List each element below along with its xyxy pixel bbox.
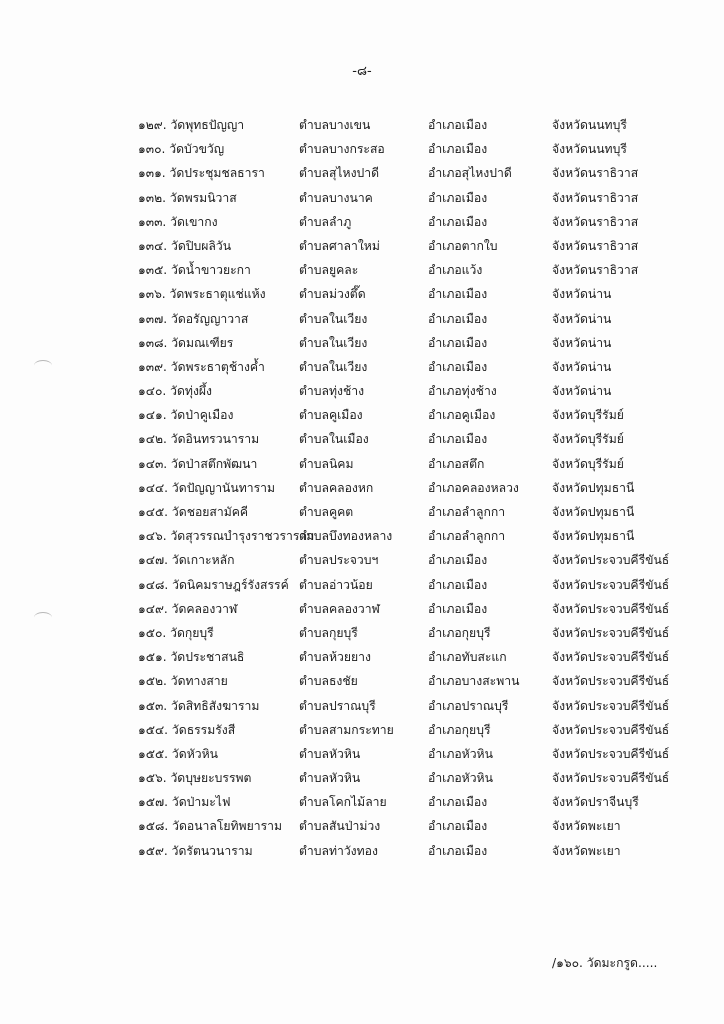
district-name: อำเภอเมือง — [428, 819, 488, 834]
district-name: อำเภอเมือง — [428, 432, 488, 447]
district-name: อำเภอเมือง — [428, 142, 488, 157]
district-name: อำเภอปราณบุรี — [428, 698, 509, 713]
list-item — [0, 718, 724, 742]
temple-name: ๑๕๕. วัดหัวหิน — [138, 746, 218, 761]
district-name: อำเภอกุยบุรี — [428, 722, 491, 737]
province-name: จังหวัดประจวบคีรีขันธ์ — [552, 650, 670, 665]
list-item — [0, 669, 724, 693]
district-name: อำเภอเมือง — [428, 843, 488, 858]
province-name: จังหวัดนราธิวาส — [552, 238, 639, 253]
province-name: จังหวัดน่าน — [552, 287, 612, 302]
subdistrict-name: ตำบลในเวียง — [299, 359, 368, 374]
temple-name: ๑๓๘. วัดมณเฑียร — [138, 335, 234, 350]
temple-name: ๑๓๗. วัดอรัญญาวาส — [138, 311, 249, 326]
province-name: จังหวัดประจวบคีรีขันธ์ — [552, 577, 670, 592]
temple-name: ๑๔๗. วัดเกาะหลัก — [138, 553, 235, 568]
list-item — [0, 548, 724, 572]
district-name: อำเภอกุยบุรี — [428, 625, 491, 640]
province-name: จังหวัดปราจีนบุรี — [552, 795, 639, 810]
province-name: จังหวัดนราธิวาส — [552, 166, 639, 181]
district-name: อำเภอคลองหลวง — [428, 480, 519, 495]
province-name: จังหวัดประจวบคีรีขันธ์ — [552, 625, 670, 640]
district-name: อำเภอเมือง — [428, 335, 488, 350]
list-item — [0, 307, 724, 331]
temple-name: ๑๕๙. วัดรัตนวนาราม — [138, 843, 253, 858]
subdistrict-name: ตำบลทุ่งช้าง — [299, 384, 365, 399]
province-name: จังหวัดประจวบคีรีขันธ์ — [552, 601, 670, 616]
subdistrict-name: ตำบลสุไหงปาดี — [299, 166, 380, 181]
page-number: -๘- — [352, 64, 372, 79]
subdistrict-name: ตำบลโคกไม้ลาย — [299, 795, 387, 810]
list-item — [0, 524, 724, 548]
province-name: จังหวัดบุรีรัมย์ — [552, 432, 624, 447]
province-name: จังหวัดประจวบคีรีขันธ์ — [552, 698, 670, 713]
list-item — [0, 186, 724, 210]
province-name: จังหวัดนราธิวาส — [552, 214, 639, 229]
temple-name: ๑๓๙. วัดพระธาตุช้างค้ำ — [138, 359, 265, 374]
district-name: อำเภอเมือง — [428, 795, 488, 810]
province-name: จังหวัดนราธิวาส — [552, 190, 639, 205]
temple-name: ๑๓๑. วัดประชุมชลธารา — [138, 166, 265, 181]
district-name: อำเภอเมือง — [428, 190, 488, 205]
province-name: จังหวัดน่าน — [552, 359, 612, 374]
list-item — [0, 814, 724, 838]
subdistrict-name: ตำบลบางกระสอ — [299, 142, 385, 157]
subdistrict-name: ตำบลบางนาค — [299, 190, 373, 205]
subdistrict-name: ตำบลอ่าวน้อย — [299, 577, 373, 592]
district-name: อำเภอเมือง — [428, 577, 488, 592]
district-name: อำเภอสุไหงปาดี — [428, 166, 512, 181]
province-name: จังหวัดประจวบคีรีขันธ์ — [552, 553, 670, 568]
list-item — [0, 427, 724, 451]
temple-name: ๑๒๙. วัดพุทธปัญญา — [138, 118, 245, 132]
temple-name: ๑๔๐. วัดทุ่งผึ้ง — [138, 384, 212, 399]
temple-name: ๑๓๓. วัดเขากง — [138, 214, 218, 229]
subdistrict-name: ตำบลสันป่าม่วง — [299, 819, 381, 834]
list-item — [0, 694, 724, 718]
temple-name: ๑๓๕. วัดน้ำขาวยะกา — [138, 263, 251, 278]
district-name: อำเภอเมือง — [428, 287, 488, 302]
subdistrict-name: ตำบลปราณบุรี — [299, 698, 376, 713]
list-item — [0, 210, 724, 234]
province-name: จังหวัดพะเยา — [552, 843, 621, 858]
temple-name: ๑๓๔. วัดปิบผลิวัน — [138, 238, 232, 253]
district-name: อำเภอหัวหิน — [428, 746, 493, 761]
temple-name: ๑๔๓. วัดป่าสตึกพัฒนา — [138, 456, 258, 471]
temple-name: ๑๔๖. วัดสุวรรณบำรุงราชวราราม — [138, 529, 315, 544]
subdistrict-name: ตำบลในเวียง — [299, 335, 368, 350]
province-name: จังหวัดประจวบคีรีขันธ์ — [552, 722, 670, 737]
subdistrict-name: ตำบลสามกระทาย — [299, 722, 394, 737]
province-name: จังหวัดนนทบุรี — [552, 142, 627, 157]
district-name: อำเภอหัวหิน — [428, 771, 493, 786]
temple-list — [0, 113, 724, 863]
subdistrict-name: ตำบลห้วยยาง — [299, 650, 371, 665]
list-item — [0, 282, 724, 306]
subdistrict-name: ตำบลศาลาใหม่ — [299, 238, 380, 253]
list-item — [0, 742, 724, 766]
district-name: อำเภอลำลูกกา — [428, 529, 506, 544]
subdistrict-name: ตำบลในเมือง — [299, 432, 369, 447]
province-name: จังหวัดบุรีรัมย์ — [552, 408, 624, 423]
temple-name: ๑๕๐. วัดกุยบุรี — [138, 625, 214, 640]
subdistrict-name: ตำบลคลองหก — [299, 480, 374, 495]
temple-name: ๑๕๒. วัดทางสาย — [138, 674, 228, 689]
list-item — [0, 355, 724, 379]
list-item — [0, 234, 724, 258]
list-item — [0, 476, 724, 500]
list-item — [0, 379, 724, 403]
list-item — [0, 573, 724, 597]
list-item — [0, 331, 724, 355]
temple-name: ๑๕๓. วัดสิทธิสังฆาราม — [138, 698, 260, 713]
temple-name: ๑๕๖. วัดบุษยะบรรพต — [138, 771, 252, 786]
subdistrict-name: ตำบลกุยบุรี — [299, 625, 358, 640]
district-name: อำเภอเมือง — [428, 118, 488, 132]
temple-name: ๑๔๒. วัดอินทรวนาราม — [138, 432, 260, 447]
province-name: จังหวัดประจวบคีรีขันธ์ — [552, 771, 670, 786]
temple-name: ๑๔๑. วัดป่าคูเมือง — [138, 408, 234, 423]
subdistrict-name: ตำบลนิคม — [299, 456, 354, 471]
district-name: อำเภอทับสะแก — [428, 650, 507, 665]
list-item — [0, 500, 724, 524]
list-item — [0, 258, 724, 282]
province-name: จังหวัดน่าน — [552, 335, 612, 350]
province-name: จังหวัดนราธิวาส — [552, 263, 639, 278]
list-item — [0, 621, 724, 645]
province-name: จังหวัดประจวบคีรีขันธ์ — [552, 746, 670, 761]
province-name: จังหวัดปทุมธานี — [552, 505, 635, 519]
subdistrict-name: ตำบลหัวหิน — [299, 771, 361, 786]
list-item — [0, 645, 724, 669]
temple-name: ๑๓๒. วัดพรมนิวาส — [138, 190, 237, 205]
province-name: จังหวัดประจวบคีรีขันธ์ — [552, 674, 670, 689]
district-name: อำเภอเมือง — [428, 214, 488, 229]
list-item — [0, 113, 724, 137]
subdistrict-name: ตำบลม่วงตึ๊ด — [299, 287, 366, 302]
list-item — [0, 403, 724, 427]
subdistrict-name: ตำบลหัวหิน — [299, 746, 361, 761]
subdistrict-name: ตำบลคูคต — [299, 505, 354, 519]
district-name: อำเภอเมือง — [428, 553, 488, 568]
subdistrict-name: ตำบลบางเขน — [299, 118, 371, 132]
district-name: อำเภอสตึก — [428, 456, 485, 471]
list-item — [0, 839, 724, 863]
list-item — [0, 597, 724, 621]
district-name: อำเภอบางสะพาน — [428, 674, 520, 689]
province-name: จังหวัดปทุมธานี — [552, 480, 635, 495]
temple-name: ๑๕๔. วัดธรรมรังสี — [138, 722, 236, 737]
subdistrict-name: ตำบลธงชัย — [299, 674, 358, 689]
district-name: อำเภอตากใบ — [428, 238, 498, 253]
subdistrict-name: ตำบลลำภู — [299, 214, 352, 229]
temple-name: ๑๔๔. วัดปัญญานันทาราม — [138, 480, 276, 495]
temple-name: ๑๔๘. วัดนิคมราษฎร์รังสรรค์ — [138, 577, 289, 592]
district-name: อำเภอเมือง — [428, 359, 488, 374]
province-name: จังหวัดน่าน — [552, 311, 612, 326]
district-name: อำเภอเมือง — [428, 311, 488, 326]
subdistrict-name: ตำบลยูคละ — [299, 263, 359, 278]
subdistrict-name: ตำบลในเวียง — [299, 311, 368, 326]
temple-name: ๑๔๕. วัดชอยสามัคคี — [138, 505, 249, 519]
temple-name: ๑๓๐. วัดบัวขวัญ — [138, 142, 225, 157]
temple-name: ๑๓๖. วัดพระธาตุแช่แห้ง — [138, 287, 266, 302]
subdistrict-name: ตำบลประจวบฯ — [299, 553, 379, 568]
subdistrict-name: ตำบลคลองวาฬ — [299, 601, 380, 616]
temple-name: ๑๕๗. วัดป่ามะไฟ — [138, 795, 231, 810]
list-item — [0, 137, 724, 161]
province-name: จังหวัดน่าน — [552, 384, 612, 399]
subdistrict-name: ตำบลคูเมือง — [299, 408, 363, 423]
temple-name: ๑๔๙. วัดคลองวาฬ — [138, 601, 238, 616]
district-name: อำเภอคูเมือง — [428, 408, 496, 423]
list-item — [0, 766, 724, 790]
province-name: จังหวัดนนทบุรี — [552, 118, 627, 132]
province-name: จังหวัดพะเยา — [552, 819, 621, 834]
province-name: จังหวัดบุรีรัมย์ — [552, 456, 624, 471]
subdistrict-name: ตำบลท่าวังทอง — [299, 843, 378, 858]
province-name: จังหวัดปทุมธานี — [552, 529, 635, 544]
list-item — [0, 790, 724, 814]
district-name: อำเภอทุ่งช้าง — [428, 384, 497, 399]
temple-name: ๑๕๘. วัดอนาลโยทิพยาราม — [138, 819, 282, 834]
district-name: อำเภอแว้ง — [428, 263, 483, 278]
district-name: อำเภอเมือง — [428, 601, 488, 616]
district-name: อำเภอลำลูกกา — [428, 505, 506, 519]
temple-name: ๑๕๑. วัดประชาสนธิ — [138, 650, 245, 665]
list-item — [0, 452, 724, 476]
continuation-note: /๑๖๐. วัดมะกรูด..... — [552, 956, 658, 970]
list-item — [0, 161, 724, 185]
subdistrict-name: ตำบลบึงทองหลาง — [299, 529, 393, 544]
